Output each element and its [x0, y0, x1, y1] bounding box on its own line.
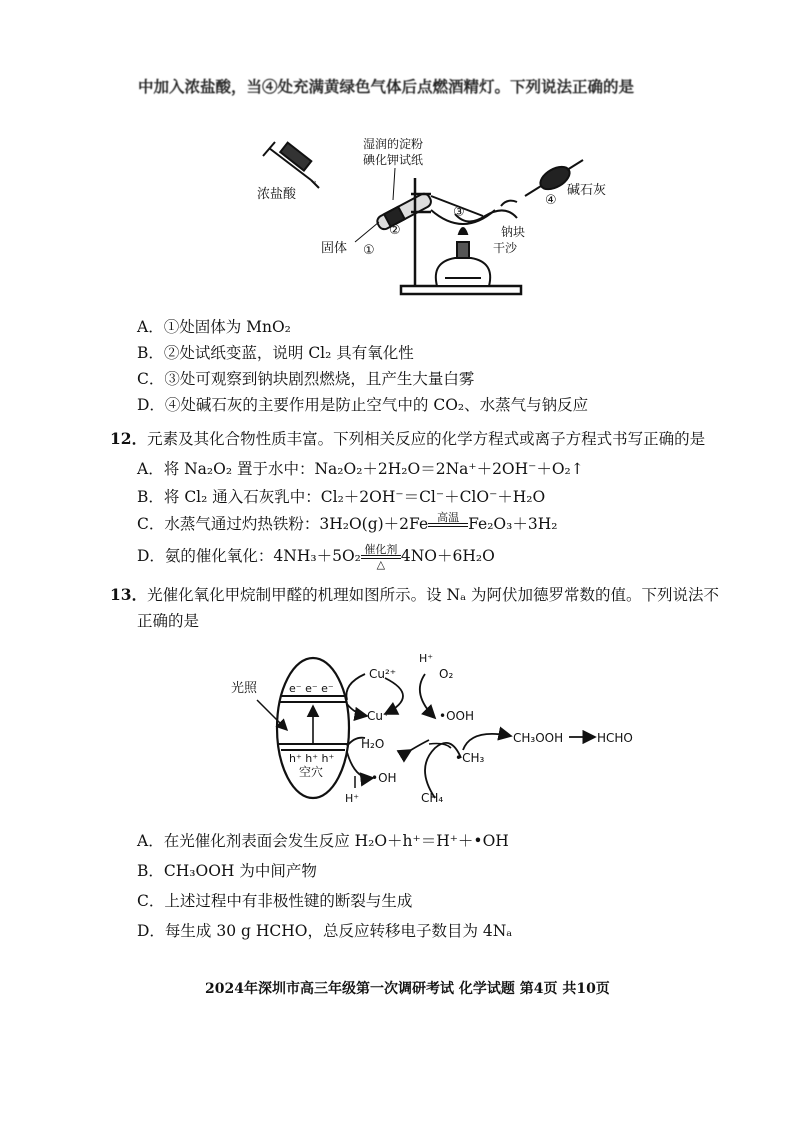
ch3ooh-label: CH₃OOH: [513, 731, 564, 745]
q12-option-c-post: Fe₂O₃＋3H₂: [468, 515, 558, 533]
q12-option-c: [137, 512, 557, 538]
q11-option-d: D．④处碱石灰的主要作用是防止空气中的 CO₂、水蒸气与钠反应: [137, 396, 589, 414]
h2o-back-arrow: [411, 740, 429, 750]
cu-arc-bottom: [347, 704, 367, 716]
hplus-bot-label: H⁺: [345, 792, 360, 805]
electrons-label: e⁻ e⁻ e⁻: [289, 682, 334, 695]
ch3-to-ch3ooh-arrow: [463, 734, 511, 750]
o2-label: O₂: [439, 667, 454, 681]
o2-arc: [420, 674, 435, 718]
oh-arc: [347, 752, 373, 778]
conc-hcl-label: 浓盐酸: [257, 187, 297, 202]
drops-mark: ﾞ: [313, 180, 319, 193]
q12-c-cond-text: 高温: [437, 511, 460, 524]
cu2-label: Cu²⁺: [369, 667, 397, 681]
ch4-label: CH₄: [421, 791, 444, 805]
q12-option-d-pre: D．氨的催化氧化：4NH₃＋5O₂: [137, 547, 361, 565]
q13-number: 13．: [110, 585, 148, 604]
q13-stem-line2: 正确的是: [137, 612, 200, 630]
hole-label: 空穴: [299, 765, 324, 779]
n1-label: ①: [363, 243, 375, 258]
mechanism-figure: [225, 648, 645, 808]
sodium-label: 钠块: [501, 225, 526, 239]
q12-number: 12．: [110, 429, 148, 448]
q12-d-cond-top: 催化剂: [364, 543, 398, 556]
solid-label: 固体: [321, 241, 348, 256]
q12-option-c-condition: [428, 512, 468, 538]
page-footer: 2024年深圳市高三年级第一次调研考试 化学试题 第4页 共10页: [205, 981, 610, 997]
ch3-label: •CH₃: [455, 751, 485, 765]
h2o-label: H₂O: [361, 737, 385, 751]
paper-label-2: 碘化钾试纸: [363, 153, 424, 167]
paper-label-1: 湿润的淀粉: [363, 138, 424, 151]
q12-option-d-post: 4NO＋6H₂O: [400, 547, 495, 565]
hcho-label: HCHO: [597, 731, 633, 745]
q11-option-c: C．③处可观察到钠块剧烈燃烧，且产生大量白雾: [137, 370, 475, 388]
hplus-top-label: H⁺: [419, 652, 434, 665]
soda-lime-label: 碱石灰: [567, 183, 607, 198]
q13-stem1: 光催化氧化甲烷制甲醛的机理如图所示。设 Nₐ 为阿伏加德罗常数的值。下列说法不: [147, 586, 719, 604]
alcohol-lamp: [436, 228, 490, 286]
ooh-label: •OOH: [439, 709, 474, 723]
n4-label: ④: [545, 193, 557, 208]
ch3-link: [429, 744, 451, 749]
q12-stem: 元素及其化合物性质丰富。下列相关反应的化学方程式或离子方程式书写正确的是: [147, 430, 706, 448]
cu1-label: Cu⁺: [367, 709, 390, 723]
q12-option-d: [137, 544, 495, 574]
header-cutoff-text: 中加入浓盐酸，当④处充满黄绿色气体后点燃酒精灯。下列说法正确的是: [138, 77, 635, 96]
q13-option-d: D．每生成 30 g HCHO，总反应转移电子数目为 4Nₐ: [137, 922, 513, 940]
q11-option-b: B．②处试纸变蓝，说明 Cl₂ 具有氧化性: [137, 344, 414, 362]
q13-option-a: A．在光催化剂表面会发生反应 H₂O＋h⁺＝H⁺＋•OH: [137, 832, 509, 850]
q13-option-b: B．CH₃OOH 为中间产物: [137, 862, 317, 880]
q12-option-d-condition: [361, 544, 401, 570]
n3-label: ③: [453, 205, 465, 220]
paper-leader: [393, 168, 395, 200]
q12-stem-line: [110, 428, 705, 450]
syringe-icon: [263, 142, 319, 188]
dry-sand-label: 干沙: [493, 241, 518, 255]
n2-label: ②: [389, 223, 401, 238]
light-label: 光照: [231, 681, 258, 696]
holes-label: h⁺ h⁺ h⁺: [289, 752, 335, 765]
light-arrow: [257, 700, 287, 730]
q12-option-a: A．将 Na₂O₂ 置于水中：Na₂O₂＋2H₂O＝2Na⁺＋2OH⁻＋O₂↑: [137, 460, 584, 478]
solid-leader: [355, 222, 379, 242]
oh-label: •OH: [371, 771, 397, 785]
q11-option-a: A．①处固体为 MnO₂: [137, 318, 291, 336]
q12-option-c-pre: C．水蒸气通过灼热铁粉：3H₂O(g)＋2Fe: [137, 515, 429, 533]
q13-stem-line1: [110, 584, 719, 606]
q13-option-c: C．上述过程中有非极性键的断裂与生成: [137, 892, 413, 910]
q12-d-cond-bot: △: [376, 558, 386, 571]
apparatus-figure: [255, 138, 645, 298]
cu-arc-top: [346, 674, 365, 700]
q12-option-b: B．将 Cl₂ 通入石灰乳中：Cl₂＋2OH⁻＝Cl⁻＋ClO⁻＋H₂O: [137, 488, 546, 506]
